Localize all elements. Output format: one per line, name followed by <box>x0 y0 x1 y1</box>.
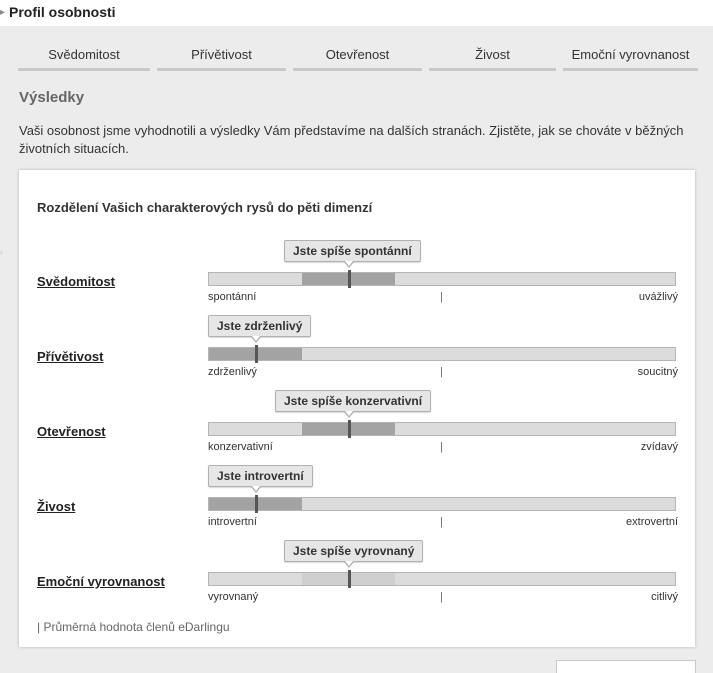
page-header <box>0 0 713 26</box>
result-bubble-otevrenost: Jste spíše konzervativní <box>275 390 431 412</box>
pole-left: vyrovnaný <box>208 591 259 603</box>
tab-svedomitost[interactable]: Svědomitost <box>18 42 150 71</box>
average-mark: | <box>440 291 443 303</box>
tab-emocni-vyrovnanost[interactable]: Emoční vyrovnanost <box>563 42 698 71</box>
pole-left: introvertní <box>208 516 257 528</box>
average-mark: | <box>440 441 443 453</box>
score-marker <box>348 420 351 438</box>
score-marker <box>348 270 351 288</box>
pole-right: zvídavý <box>640 441 678 453</box>
result-bubble-emocni-vyrovnanost: Jste spíše vyrovnaný <box>284 540 423 562</box>
dimension-tabs <box>18 42 698 70</box>
result-bubble-zivost: Jste introvertní <box>208 465 313 487</box>
dimension-label-svedomitost[interactable]: Svědomitost <box>37 274 116 289</box>
tab-zivost[interactable]: Živost <box>429 42 556 71</box>
pole-left: zdrženlivý <box>208 366 257 378</box>
next-button[interactable] <box>556 660 696 673</box>
result-bubble-svedomitost: Jste spíše spontánní <box>284 240 421 262</box>
score-marker <box>255 495 258 513</box>
pole-left: konzervativní <box>208 441 273 453</box>
score-marker <box>348 570 351 588</box>
tab-privetivost[interactable]: Přívětivost <box>157 42 286 71</box>
average-legend: | Průměrná hodnota členů eDarlingu <box>37 620 230 634</box>
pole-right: uvážlivý <box>638 291 678 303</box>
bubble-pointer-icon <box>344 562 354 568</box>
pole-right: citlivý <box>651 591 678 603</box>
pole-right: soucitný <box>637 366 678 378</box>
bubble-pointer-icon <box>344 412 354 418</box>
chevron-right-icon: ▸ <box>0 7 6 18</box>
scale-bar-emocni-vyrovnanost <box>208 572 676 586</box>
dimension-label-privetivost[interactable]: Přívětivost <box>37 349 104 364</box>
dimensions-card <box>19 170 695 647</box>
bubble-pointer-icon <box>344 262 354 268</box>
tab-otevrenost[interactable]: Otevřenost <box>293 42 422 71</box>
bubble-pointer-icon <box>251 337 261 343</box>
scale-bar-svedomitost <box>208 272 676 286</box>
card-title: Rozdělení Vašich charakterových rysů do pěti dimenzí <box>37 200 373 215</box>
dimension-label-emocni-vyrovnanost[interactable]: Emoční vyrovnanost <box>37 574 165 589</box>
results-intro: Vaši osobnost jsme vyhodnotili a výsledky Vám představíme na dalších stranách. Zjistěte, jak se chováte v běžných životních situacích. <box>19 123 684 156</box>
pole-left: spontánní <box>208 291 257 303</box>
page-title: Profil osobnosti <box>9 4 116 20</box>
dimension-label-otevrenost[interactable]: Otevřenost <box>37 424 106 439</box>
score-marker <box>255 345 258 363</box>
average-mark: | <box>440 516 443 528</box>
results-heading: Výsledky <box>19 89 85 106</box>
scale-bar-privetivost <box>208 347 676 361</box>
average-mark: | <box>440 591 443 603</box>
scroll-indicator-icon: › <box>0 248 3 257</box>
pole-right: extrovertní <box>626 516 678 528</box>
bubble-pointer-icon <box>251 487 261 493</box>
scale-bar-zivost <box>208 497 676 511</box>
dimension-label-zivost[interactable]: Živost <box>37 499 76 514</box>
result-bubble-privetivost: Jste zdrženlivý <box>208 315 311 337</box>
average-mark: | <box>440 366 443 378</box>
scale-bar-otevrenost <box>208 422 676 436</box>
